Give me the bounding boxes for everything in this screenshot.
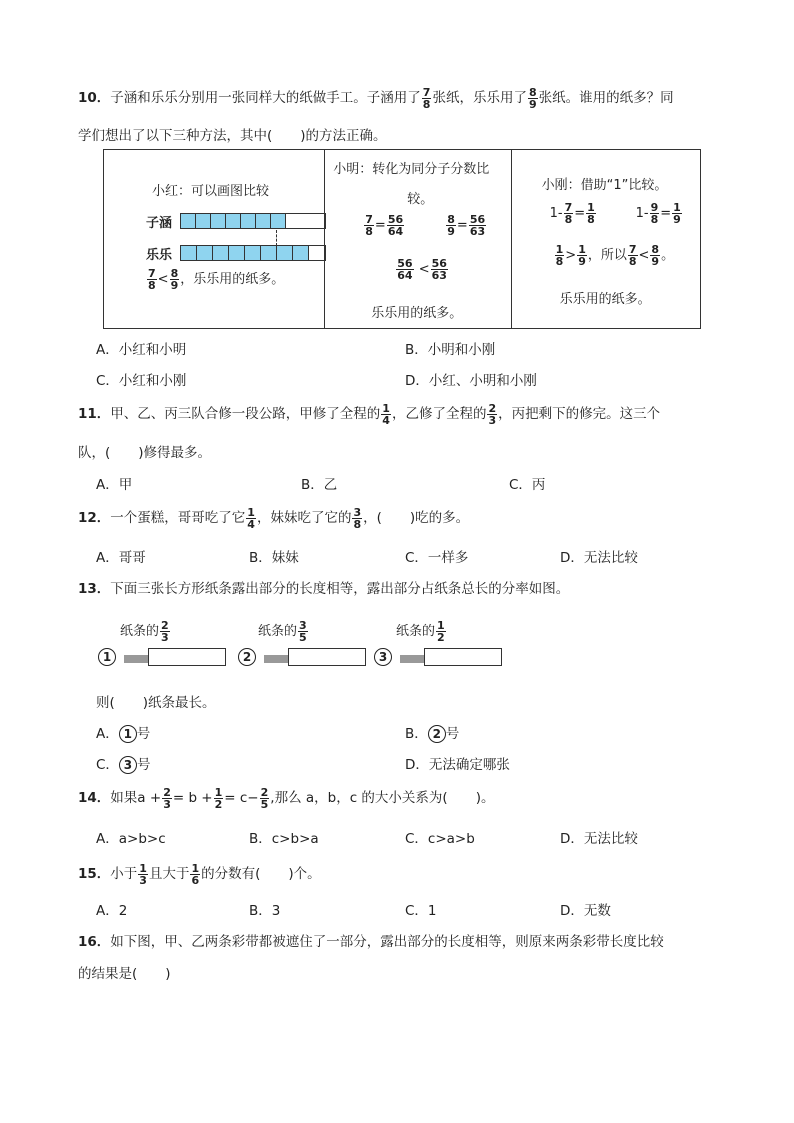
bar-label: 子涵 bbox=[146, 216, 173, 231]
box-title: 小红：可以画图比较 bbox=[152, 184, 270, 199]
method-comparison-table bbox=[103, 149, 701, 329]
fraction: $\frac{7}{8}$ bbox=[422, 85, 431, 111]
q10-text: 张纸，乐乐用了 bbox=[432, 90, 527, 106]
box-title: 小明：转化为同分子分数比 bbox=[333, 162, 490, 177]
strip-label-2: 纸条的 $\frac{3}{5}$ bbox=[258, 619, 307, 644]
bar-lele bbox=[180, 245, 326, 261]
bar-zihan bbox=[180, 213, 326, 229]
method-box-xiaohong bbox=[104, 150, 325, 329]
q10-text: 子涵和乐乐分别用一张同样大的纸做手工。子涵用了 bbox=[110, 90, 421, 106]
option-c[interactable]: C．小红和小刚 bbox=[96, 373, 187, 389]
option-a[interactable]: A．哥哥 bbox=[96, 550, 146, 566]
option-b[interactable]: B．妹妹 bbox=[249, 550, 299, 566]
q13-ask: 则( )纸条最长。 bbox=[96, 695, 216, 711]
q10-line2: 学们想出了以下三种方法，其中( )的方法正确。 bbox=[78, 128, 387, 144]
strip-figure bbox=[98, 618, 518, 666]
q10-line1 bbox=[78, 86, 674, 110]
option-a[interactable]: A． 1 号 bbox=[96, 726, 151, 742]
bar-label: 乐乐 bbox=[146, 248, 173, 263]
option-d[interactable]: D．无数 bbox=[560, 903, 611, 919]
q10-text: 张纸。谁用的纸多？同 bbox=[538, 90, 674, 106]
strip-label-3: 纸条的 $\frac{1}{2}$ bbox=[396, 619, 445, 644]
option-c[interactable]: C．一样多 bbox=[405, 550, 469, 566]
option-b[interactable]: B．小明和小刚 bbox=[405, 342, 496, 358]
eq1: $\frac{7}{8}$ = $\frac{56}{64}$ bbox=[365, 213, 404, 238]
cmp: $\frac{56}{64}$ < $\frac{56}{63}$ bbox=[397, 257, 447, 282]
q11-line2: 队，( )修得最多。 bbox=[78, 445, 212, 461]
strip-1: 1 bbox=[98, 648, 116, 666]
option-a[interactable]: A．2 bbox=[96, 903, 128, 919]
option-c[interactable]: C．丙 bbox=[509, 477, 546, 493]
option-b[interactable]: B． 2 号 bbox=[405, 726, 460, 742]
q14-line1: 14．如果a + $\frac{2}{3}$ = b + $\frac{1}{2}$ = c− $\frac{2}{5}$ ,那么 a，b，c 的大小关系为( )。 bbox=[78, 785, 495, 811]
cmp: $\frac{1}{8}$ > $\frac{1}{9}$ ，所以 $\frac{7}{8}$ < $\frac{8}{9}$ 。 bbox=[555, 243, 675, 268]
option-c[interactable]: C． 3 号 bbox=[96, 757, 151, 773]
option-d[interactable]: D．无法确定哪张 bbox=[405, 757, 510, 773]
option-b[interactable]: B．乙 bbox=[301, 477, 338, 493]
option-c[interactable]: C．1 bbox=[405, 903, 437, 919]
eq2: $\frac{8}{9}$ = $\frac{56}{63}$ bbox=[447, 213, 486, 238]
option-c[interactable]: C．c>a>b bbox=[405, 831, 475, 847]
strip-2: 2 bbox=[238, 648, 256, 666]
dashed-line bbox=[276, 230, 277, 246]
q15-line1: 15．小于 $\frac{1}{3}$ 且大于 $\frac{1}{6}$ 的分数有( )个。 bbox=[78, 861, 321, 887]
option-a[interactable]: A．甲 bbox=[96, 477, 133, 493]
box-conclusion: 乐乐用的纸多。 bbox=[559, 292, 651, 307]
method-box-xiaogang bbox=[511, 150, 700, 329]
box1-conclusion: $\frac{7}{8}$ < $\frac{8}{9}$ ，乐乐用的纸多。 bbox=[148, 267, 285, 292]
option-d[interactable]: D．无法比较 bbox=[560, 550, 638, 566]
box-conclusion: 乐乐用的纸多。 bbox=[371, 306, 463, 321]
option-a[interactable]: A．a>b>c bbox=[96, 831, 166, 847]
option-b[interactable]: B．3 bbox=[249, 903, 281, 919]
method-box-xiaoming: 小明：转化为同分子分数比 较。 $\frac{7}{8}$ = $\frac{56}{64}$ $\frac{8}{9}$ = $\frac{56}{63}$ $\frac{56}{64}$ < $\frac{56}{63}$ 乐乐用的纸多。 bbox=[325, 150, 511, 329]
strip-label-1: 纸条的 $\frac{2}{3}$ bbox=[120, 619, 169, 644]
q16-line1: 16．如下图，甲、乙两条彩带都被遮住了一部分，露出部分的长度相等，则原来两条彩带长度比较 bbox=[78, 934, 664, 950]
fraction: $\frac{8}{9}$ bbox=[528, 85, 537, 111]
eq2: 1- $\frac{9}{8}$ = $\frac{1}{9}$ bbox=[635, 201, 681, 226]
option-b[interactable]: B．c>b>a bbox=[249, 831, 319, 847]
option-a[interactable]: A．小红和小明 bbox=[96, 342, 187, 358]
box-title: 小刚：借助“1”比较。 bbox=[541, 178, 668, 193]
q10-number: 10． bbox=[78, 90, 111, 106]
q16-line2: 的结果是( ) bbox=[78, 966, 171, 982]
option-d[interactable]: D．无法比较 bbox=[560, 831, 638, 847]
strip-3: 3 bbox=[374, 648, 392, 666]
q12-line1: 12．一个蛋糕，哥哥吃了它 $\frac{1}{4}$ ，妹妹吃了它的 $\frac{3}{8}$ ，( )吃的多。 bbox=[78, 505, 470, 531]
option-d[interactable]: D．小红、小明和小刚 bbox=[405, 373, 537, 389]
q13-line1: 13．下面三张长方形纸条露出部分的长度相等，露出部分占纸条总长的分率如图。 bbox=[78, 581, 570, 597]
q11-line1: 11．甲、乙、丙三队合修一段公路，甲修了全程的 $\frac{1}{4}$ ，乙修了全程的 $\frac{2}{3}$ ，丙把剩下的修完。这三个 bbox=[78, 401, 661, 427]
eq1: 1- $\frac{7}{8}$ = $\frac{1}{8}$ bbox=[549, 201, 595, 226]
